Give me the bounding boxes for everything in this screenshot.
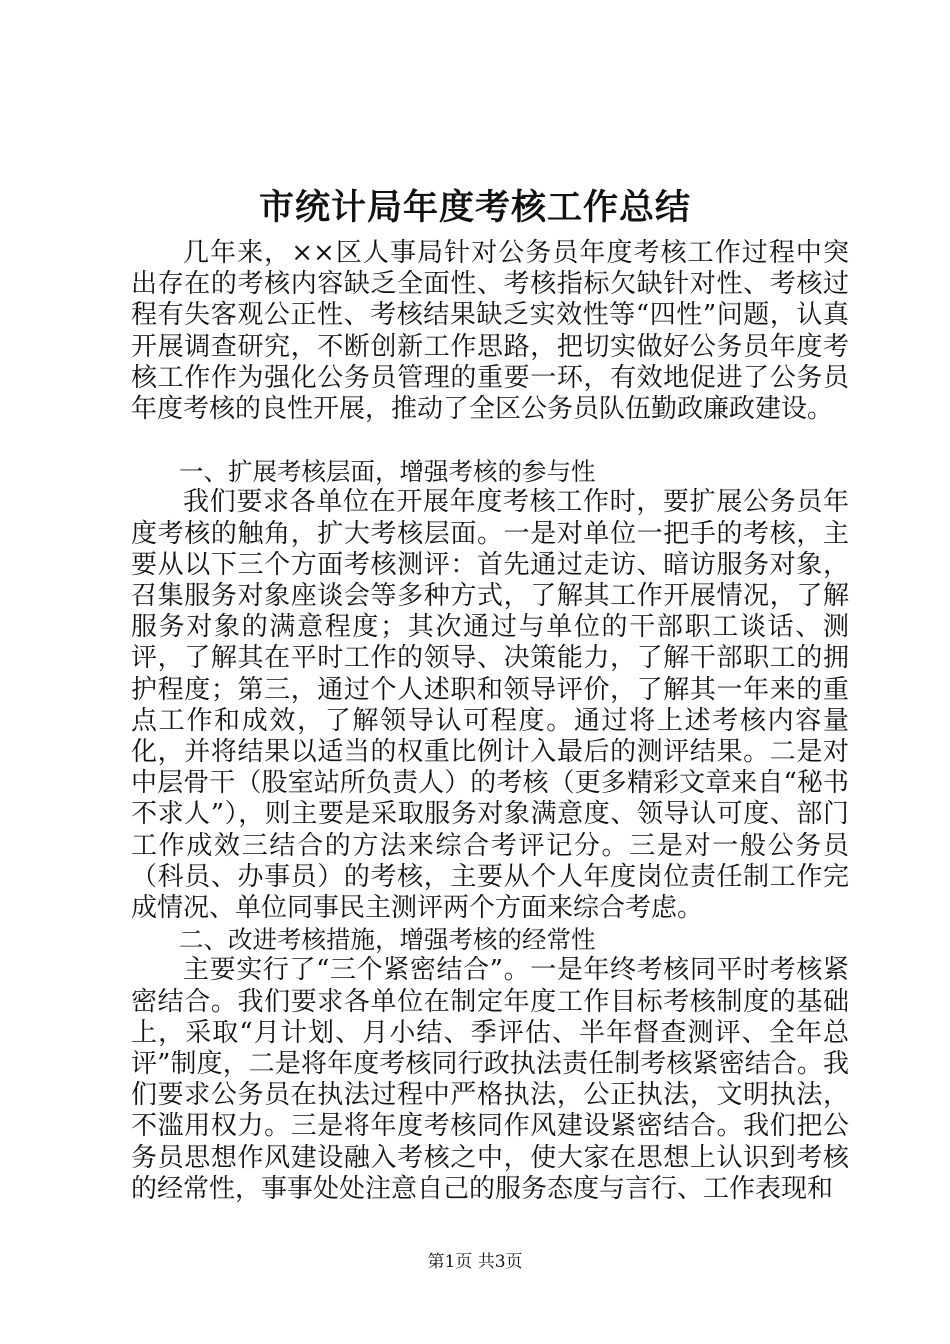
document-title: 市统计局年度考核工作总结	[258, 187, 691, 228]
section-2-paragraph: 主要实行了“三个紧密结合”。一是年终考核同平时考核紧密结合。我们要求各单位在制定年度工作目标考核制度的基础上，采取“月计划、月小结、季评估、半年督查测评、全年总评”制度，二是将年度考核同行政执法责任制考核紧密结合。我们要求公务员在执法过程中严格执法，公正执法，文明执法，不滥用权力。三是将年度考核同作风建设紧密结合。我们把公务员思想作风建设融入考核之中，使大家在思想上认识到考核的经常性，事事处处注意自己的服务态度与言行、工作表现和	[131, 955, 849, 1204]
document-body	[131, 238, 849, 1205]
section-heading-2: 二、改进考核措施，增强考核的经常性	[179, 925, 596, 955]
section-heading-1: 一、扩展考核层面，增强考核的参与性	[179, 457, 596, 487]
paragraph-spacer	[131, 425, 849, 456]
section-1-paragraph: 我们要求各单位在开展年度考核工作时，要扩展公务员年度考核的触角，扩大考核层面。一是对单位一把手的考核，主要从以下三个方面考核测评：首先通过走访、暗访服务对象，召集服务对象座谈会等多种方式，了解其工作开展情况，了解服务对象的满意程度；其次通过与单位的干部职工谈话、测评，了解其在平时工作的领导、决策能力，了解干部职工的拥护程度；第三，通过个人述职和领导评价，了解其一年来的重点工作和成效，了解领导认可程度。通过将上述考核内容量化，并将结果以适当的权重比例计入最后的测评结果。二是对中层骨干（股室站所负责人）的考核（更多精彩文章来自“秘书不求人”），则主要是采取服务对象满意度、领导认可度、部门工作成效三结合的方法来综合考评记分。三是对一般公务员（科员、办事员）的考核，主要从个人年度岗位责任制工作完成情况、单位同事民主测评两个方面来综合考虑。	[131, 487, 849, 924]
page-footer: 第1页 共3页	[427, 1252, 523, 1272]
intro-paragraph: 几年来，××区人事局针对公务员年度考核工作过程中突出存在的考核内容缺乏全面性、考核指标欠缺针对性、考核过程有失客观公正性、考核结果缺乏实效性等“四性”问题，认真开展调查研究，不断创新工作思路，把切实做好公务员年度考核工作作为强化公务员管理的重要一环，有效地促进了公务员年度考核的良性开展，推动了全区公务员队伍勤政廉政建设。	[131, 238, 849, 425]
